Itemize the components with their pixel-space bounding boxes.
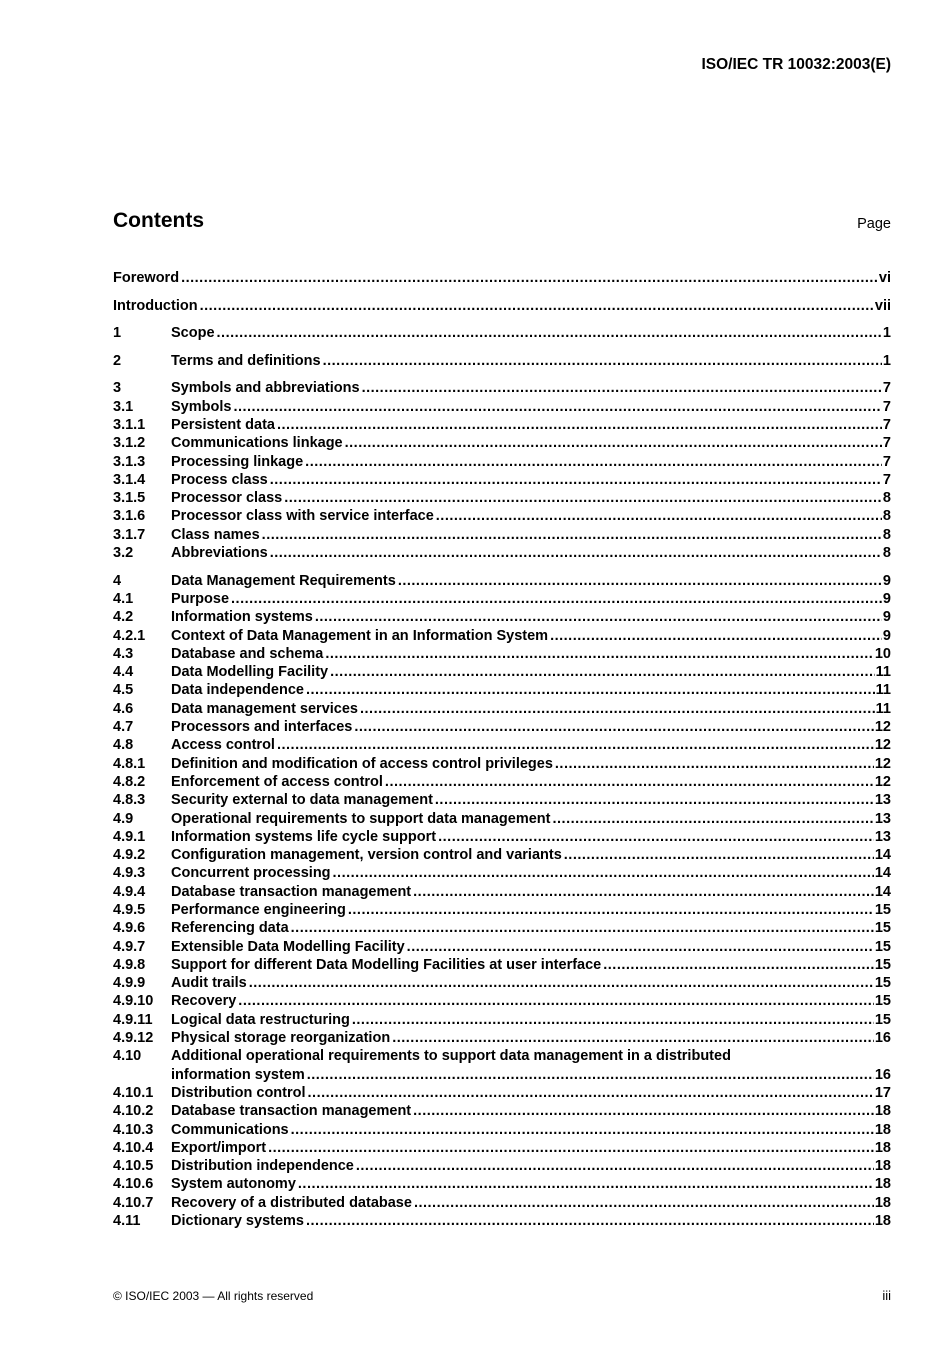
dot-leader xyxy=(362,379,882,397)
toc-entry-page: 7 xyxy=(882,398,891,415)
toc-entry-page: 7 xyxy=(882,435,891,452)
dot-leader xyxy=(348,901,874,919)
toc-entry[interactable] xyxy=(113,883,891,901)
toc-entry-title: Referencing data xyxy=(171,920,289,937)
dot-leader xyxy=(277,736,874,754)
toc-entry[interactable] xyxy=(113,1084,891,1102)
toc-entry-title: Recovery xyxy=(171,993,237,1010)
toc-entry-title: Logical data restructuring xyxy=(171,1011,350,1028)
toc-entry-page: 15 xyxy=(874,1011,891,1028)
dot-leader xyxy=(249,974,874,992)
toc-entry-page: 8 xyxy=(882,526,891,543)
toc-entry-title: Processor class with service interface xyxy=(171,508,434,525)
toc-entry-number: 4.8.3 xyxy=(113,792,146,809)
toc-entry[interactable] xyxy=(113,956,891,974)
toc-entry-page: vi xyxy=(878,270,891,286)
dot-leader xyxy=(385,773,874,791)
toc-entry[interactable] xyxy=(113,269,891,287)
toc-entry-number: 3.1.3 xyxy=(113,453,146,470)
toc-entry[interactable] xyxy=(113,791,891,809)
dot-leader xyxy=(413,1102,874,1120)
toc-entry-title-line2: information system xyxy=(171,1066,305,1083)
toc-entry-page: 7 xyxy=(882,416,891,433)
toc-entry[interactable] xyxy=(113,324,891,342)
dot-leader xyxy=(284,489,882,507)
dot-leader xyxy=(181,269,878,287)
toc-entry[interactable] xyxy=(113,1029,891,1047)
toc-entry-number: 4.9.6 xyxy=(113,920,146,937)
dot-leader xyxy=(217,324,882,342)
toc-entry-number: 4.8 xyxy=(113,737,134,754)
toc-entry-title: Recovery of a distributed database xyxy=(171,1194,412,1211)
toc-entry-title: Information systems life cycle support xyxy=(171,828,437,845)
dot-leader xyxy=(564,846,874,864)
toc-entry-page: 16 xyxy=(874,1066,891,1083)
dot-leader xyxy=(398,572,882,590)
toc-entry-number: 4.9.10 xyxy=(113,993,154,1010)
toc-entry-page: 15 xyxy=(874,975,891,992)
toc-entry-number: 3.1.2 xyxy=(113,435,146,452)
toc-entry-page: 12 xyxy=(874,737,891,754)
toc-entry-title: Purpose xyxy=(171,590,230,607)
toc-entry-number: 4.9.9 xyxy=(113,975,146,992)
toc-entry[interactable] xyxy=(113,352,891,370)
toc-entry-number: 4.10.6 xyxy=(113,1176,154,1193)
toc-entry[interactable] xyxy=(113,590,891,608)
toc-entry-number: 4.10 xyxy=(113,1048,142,1065)
dot-leader xyxy=(555,755,874,773)
toc-entry[interactable] xyxy=(113,297,891,315)
toc-entry-page: 9 xyxy=(882,627,891,644)
toc-entry-multiline[interactable] xyxy=(113,1047,891,1084)
toc-entry-page: 12 xyxy=(874,755,891,772)
dot-leader xyxy=(352,1011,874,1029)
toc-entry-title: Audit trails xyxy=(171,975,247,992)
copyright-notice: © ISO/IEC 2003 — All rights reserved xyxy=(113,1289,314,1303)
dot-leader xyxy=(330,663,875,681)
toc-entry-number: 4.10.7 xyxy=(113,1194,154,1211)
toc-entry-page: 18 xyxy=(874,1176,891,1193)
dot-leader xyxy=(306,681,875,699)
dot-leader xyxy=(277,416,882,434)
dot-leader xyxy=(231,590,882,608)
toc-entry-page: 1 xyxy=(882,325,891,342)
toc-entry[interactable] xyxy=(113,736,891,754)
toc-entry-title: Foreword xyxy=(113,270,180,286)
toc-entry-number: 4.9.4 xyxy=(113,883,146,900)
toc-entry-page: 7 xyxy=(882,453,891,470)
toc-entry-page: 1 xyxy=(882,352,891,369)
toc-entry[interactable] xyxy=(113,1102,891,1120)
toc-entry-page: 14 xyxy=(874,847,891,864)
toc-entry-page: 12 xyxy=(874,773,891,790)
toc-entry-title: Performance engineering xyxy=(171,901,346,918)
dot-leader xyxy=(308,1084,874,1102)
toc-entry[interactable] xyxy=(113,379,891,397)
toc-entry[interactable] xyxy=(113,828,891,846)
toc-entry-title: System autonomy xyxy=(171,1176,296,1193)
toc-entry[interactable] xyxy=(113,663,891,681)
toc-entry-page: 18 xyxy=(874,1139,891,1156)
toc-entry-title: Access control xyxy=(171,737,275,754)
toc-entry-number: 3.2 xyxy=(113,545,134,562)
toc-entry-page: 9 xyxy=(882,590,891,607)
toc-entry-number: 4.9.11 xyxy=(113,1011,153,1028)
toc-entry-page: 18 xyxy=(874,1213,891,1230)
toc-entry-number: 4.9 xyxy=(113,810,134,827)
toc-entry-number: 4.9.8 xyxy=(113,956,146,973)
toc-entry-page: 7 xyxy=(882,471,891,488)
toc-entry-page: 18 xyxy=(874,1121,891,1138)
toc-entry-title: Persistent data xyxy=(171,416,275,433)
toc-entry-title: Scope xyxy=(171,325,215,342)
toc-entry-page: 18 xyxy=(874,1194,891,1211)
dot-leader xyxy=(200,297,874,315)
toc-entry-title: Enforcement of access control xyxy=(171,773,383,790)
toc-entry-number: 4.1 xyxy=(113,590,134,607)
toc-entry-title: Distribution control xyxy=(171,1084,306,1101)
toc-entry[interactable] xyxy=(113,700,891,718)
toc-entry-title: Database and schema xyxy=(171,645,324,662)
toc-entry-page: 7 xyxy=(882,380,891,397)
dot-leader xyxy=(603,956,874,974)
toc-entry-number: 4.11 xyxy=(113,1213,141,1230)
toc-entry[interactable] xyxy=(113,864,891,882)
toc-entry-title: Information systems xyxy=(171,609,313,626)
toc-entry-number: 4.9.7 xyxy=(113,938,146,955)
toc-entry[interactable] xyxy=(113,1011,891,1029)
dot-leader xyxy=(435,791,874,809)
toc-entry[interactable] xyxy=(113,544,891,562)
dot-leader xyxy=(291,919,874,937)
toc-entry-title: Physical storage reorganization xyxy=(171,1030,391,1047)
toc-entry-title: Abbreviations xyxy=(171,545,268,562)
toc-entry-title: Distribution independence xyxy=(171,1158,354,1175)
toc-entry-page: 13 xyxy=(874,810,891,827)
toc-entry-number: 4.9.3 xyxy=(113,865,146,882)
dot-leader xyxy=(356,1157,874,1175)
toc-entry-page: 13 xyxy=(874,792,891,809)
dot-leader xyxy=(270,544,882,562)
toc-entry-number: 3.1.1 xyxy=(113,416,146,433)
toc-entry-number: 1 xyxy=(113,325,122,342)
toc-entry[interactable] xyxy=(113,434,891,452)
table-of-contents xyxy=(113,269,891,1230)
toc-entry-number: 4.2 xyxy=(113,609,134,626)
toc-entry-title: Terms and definitions xyxy=(171,352,321,369)
toc-entry[interactable] xyxy=(113,681,891,699)
toc-entry-number: 2 xyxy=(113,352,122,369)
toc-entry[interactable] xyxy=(113,901,891,919)
toc-entry[interactable] xyxy=(113,1175,891,1193)
toc-entry[interactable] xyxy=(113,810,891,828)
toc-entry-title: Database transaction management xyxy=(171,1103,412,1120)
toc-entry-number: 4.9.2 xyxy=(113,847,146,864)
dot-leader xyxy=(354,718,874,736)
dot-leader xyxy=(298,1175,874,1193)
dot-leader xyxy=(306,1212,874,1230)
toc-entry-number: 4.3 xyxy=(113,645,134,662)
toc-entry-title: Database transaction management xyxy=(171,883,412,900)
toc-entry-title: Extensible Data Modelling Facility xyxy=(171,938,405,955)
toc-entry-title: Operational requirements to support data management xyxy=(171,810,551,827)
dot-leader xyxy=(553,810,874,828)
toc-entry-title: Class names xyxy=(171,526,260,543)
toc-entry-number: 4.6 xyxy=(113,700,134,717)
toc-entry-page: 8 xyxy=(882,545,891,562)
toc-entry-title: Context of Data Management in an Information System xyxy=(171,627,549,644)
toc-entry-number: 4.2.1 xyxy=(113,627,146,644)
toc-entry-page: 15 xyxy=(874,901,891,918)
dot-leader xyxy=(438,828,874,846)
dot-leader xyxy=(315,608,882,626)
toc-entry[interactable] xyxy=(113,755,891,773)
toc-entry[interactable] xyxy=(113,974,891,992)
toc-entry-title: Data management services xyxy=(171,700,358,717)
toc-entry-page: 15 xyxy=(874,920,891,937)
toc-entry[interactable] xyxy=(113,938,891,956)
toc-entry-page: 8 xyxy=(882,490,891,507)
toc-entry-page: 11 xyxy=(875,700,891,717)
toc-entry[interactable] xyxy=(113,471,891,489)
dot-leader xyxy=(238,992,874,1010)
toc-entry-title: Process class xyxy=(171,471,268,488)
toc-entry[interactable] xyxy=(113,773,891,791)
toc-entry-number: 3 xyxy=(113,380,122,397)
toc-entry[interactable] xyxy=(113,1194,891,1212)
dot-leader xyxy=(268,1139,874,1157)
toc-entry-title: Support for different Data Modelling Facilities at user interface xyxy=(171,956,602,973)
toc-entry-title: Symbols xyxy=(171,398,232,415)
page-number: iii xyxy=(882,1288,891,1303)
toc-entry[interactable] xyxy=(113,507,891,525)
toc-entry-page: 16 xyxy=(874,1030,891,1047)
toc-entry[interactable] xyxy=(113,1212,891,1230)
toc-entry-number: 3.1.5 xyxy=(113,490,146,507)
toc-entry-title: Processor class xyxy=(171,490,283,507)
toc-entry-number: 4.4 xyxy=(113,664,134,681)
toc-entry[interactable] xyxy=(113,1139,891,1157)
dot-leader xyxy=(262,526,882,544)
dot-leader xyxy=(333,864,874,882)
toc-entry-number: 4.10.1 xyxy=(113,1084,154,1101)
toc-entry-title: Communications linkage xyxy=(171,435,343,452)
toc-entry-page: 15 xyxy=(874,938,891,955)
page-column-label: Page xyxy=(857,216,891,232)
toc-entry-number: 4.7 xyxy=(113,719,134,736)
contents-heading: Contents xyxy=(113,209,204,232)
toc-entry-number: 4.10.3 xyxy=(113,1121,154,1138)
toc-entry[interactable] xyxy=(113,526,891,544)
dot-leader xyxy=(323,352,882,370)
toc-entry-title: Introduction xyxy=(113,297,198,314)
toc-entry-page: 15 xyxy=(874,956,891,973)
toc-entry-title: Concurrent processing xyxy=(171,865,331,882)
dot-leader xyxy=(291,1121,874,1139)
toc-entry-page: vii xyxy=(874,297,891,314)
toc-entry-number: 3.1.4 xyxy=(113,471,146,488)
toc-entry[interactable] xyxy=(113,919,891,937)
dot-leader xyxy=(345,434,882,452)
toc-entry-page: 18 xyxy=(874,1158,891,1175)
document-id: ISO/IEC TR 10032:2003(E) xyxy=(701,56,891,73)
toc-entry-title: Export/import xyxy=(171,1139,267,1156)
toc-entry-title: Security external to data management xyxy=(171,792,433,809)
toc-entry-title: Processing linkage xyxy=(171,453,304,470)
toc-entry-number: 4.9.5 xyxy=(113,901,146,918)
toc-entry-page: 14 xyxy=(874,883,891,900)
toc-entry[interactable] xyxy=(113,398,891,416)
dot-leader xyxy=(550,627,882,645)
toc-entry-number: 3.1.7 xyxy=(113,526,146,543)
toc-entry[interactable] xyxy=(113,453,891,471)
dot-leader xyxy=(413,883,874,901)
dot-leader xyxy=(325,645,874,663)
toc-entry[interactable] xyxy=(113,992,891,1010)
toc-entry-page: 9 xyxy=(882,572,891,589)
dot-leader xyxy=(307,1066,874,1084)
toc-entry-number: 4.10.5 xyxy=(113,1158,154,1175)
dot-leader xyxy=(436,507,882,525)
toc-entry[interactable] xyxy=(113,645,891,663)
toc-entry[interactable] xyxy=(113,846,891,864)
dot-leader xyxy=(414,1194,874,1212)
toc-entry-number: 4.9.1 xyxy=(113,828,146,845)
toc-entry-number: 4.9.12 xyxy=(113,1030,154,1047)
toc-entry[interactable] xyxy=(113,627,891,645)
dot-leader xyxy=(392,1029,874,1047)
toc-entry-number: 4 xyxy=(113,572,122,589)
toc-entry-number: 4.8.1 xyxy=(113,755,146,772)
toc-entry-title: Definition and modification of access control privileges xyxy=(171,755,553,772)
toc-entry[interactable] xyxy=(113,718,891,736)
toc-entry-title: Processors and interfaces xyxy=(171,719,353,736)
toc-entry-page: 8 xyxy=(882,508,891,525)
toc-entry-page: 9 xyxy=(882,609,891,626)
toc-entry-title: Communications xyxy=(171,1121,289,1138)
toc-entry-page: 18 xyxy=(874,1103,891,1120)
toc-entry-page: 14 xyxy=(874,865,891,882)
toc-entry-title: Dictionary systems xyxy=(171,1213,304,1230)
toc-entry[interactable] xyxy=(113,1121,891,1139)
toc-entry-title-line1: Additional operational requirements to support data management in a distributed xyxy=(171,1048,731,1065)
toc-entry-title: Data Management Requirements xyxy=(171,572,396,589)
toc-entry-page: 11 xyxy=(875,682,891,699)
toc-entry-number: 3.1 xyxy=(113,398,134,415)
dot-leader xyxy=(233,398,881,416)
toc-entry-page: 15 xyxy=(874,993,891,1010)
dot-leader xyxy=(270,471,882,489)
toc-entry[interactable] xyxy=(113,1157,891,1175)
toc-entry[interactable] xyxy=(113,489,891,507)
dot-leader xyxy=(407,938,874,956)
toc-entry[interactable] xyxy=(113,416,891,434)
toc-entry[interactable] xyxy=(113,572,891,590)
toc-entry-number: 4.10.4 xyxy=(113,1139,154,1156)
toc-entry-number: 3.1.6 xyxy=(113,508,146,525)
toc-entry-page: 17 xyxy=(874,1084,891,1101)
toc-entry-number: 4.8.2 xyxy=(113,773,146,790)
toc-entry-number: 4.5 xyxy=(113,682,134,699)
toc-entry-number: 4.10.2 xyxy=(113,1103,154,1120)
toc-entry-title: Data independence xyxy=(171,682,304,699)
toc-entry-title: Data Modelling Facility xyxy=(171,664,329,681)
dot-leader xyxy=(360,700,875,718)
dot-leader xyxy=(305,453,882,471)
toc-entry-page: 13 xyxy=(874,828,891,845)
toc-entry-page: 12 xyxy=(874,719,891,736)
toc-entry-title: Configuration management, version control and variants xyxy=(171,847,562,864)
toc-entry[interactable] xyxy=(113,608,891,626)
toc-entry-page: 11 xyxy=(875,664,891,681)
toc-entry-page: 10 xyxy=(874,645,891,662)
toc-entry-title: Symbols and abbreviations xyxy=(171,380,360,397)
